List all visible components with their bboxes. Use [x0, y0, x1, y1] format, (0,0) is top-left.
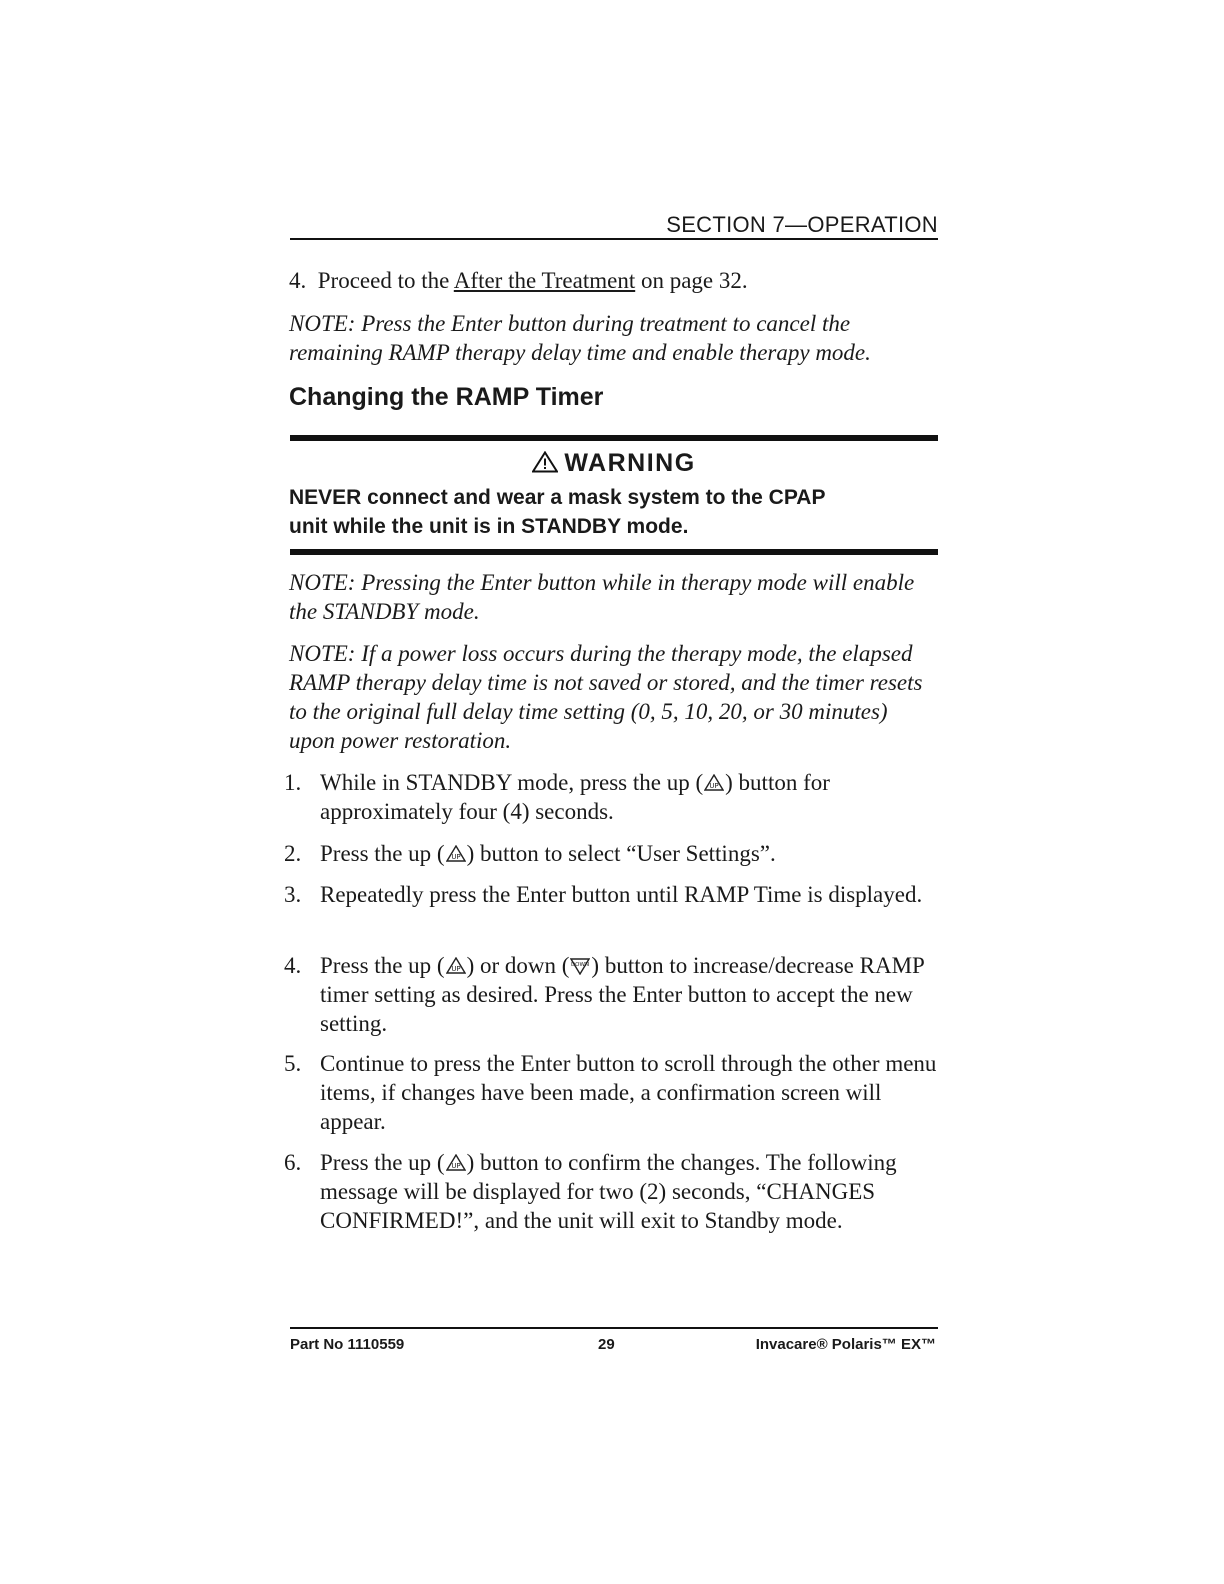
- intro-step-text-pre: Proceed to the: [317, 268, 454, 293]
- warning-title: [290, 449, 938, 478]
- section-heading: Changing the RAMP Timer: [289, 383, 604, 411]
- intro-step-text-post: on page 32.: [635, 268, 748, 293]
- svg-text:DOWN: DOWN: [571, 962, 590, 968]
- note-enter-cancel: NOTE: Press the Enter button during treatment to cancel the remaining RAMP therapy delay time and enable therapy mode.: [289, 311, 871, 365]
- step-number: 5.: [284, 1051, 302, 1076]
- step-text: Continue to press the Enter button to scroll through the other menu items, if changes have been made, a confirmation screen will appear.: [320, 1051, 937, 1134]
- footer-product-name: Invacare® Polaris™ EX™: [755, 1336, 936, 1353]
- svg-text:UP: UP: [450, 965, 461, 973]
- step-number: 6.: [284, 1150, 302, 1175]
- footer-rule: [290, 1327, 938, 1329]
- warning-body: [289, 483, 939, 541]
- step-number: 3.: [284, 882, 302, 907]
- intro-step-4: [289, 266, 939, 295]
- step-number: 4.: [284, 953, 302, 978]
- note-power-loss: NOTE: If a power loss occurs during the therapy mode, the elapsed RAMP therapy delay time is not saved or stored, and the timer resets to the original full delay time setting (0, 5, 10, 20, or 30 minutes) upon power restoration.: [289, 641, 923, 753]
- svg-text:UP: UP: [450, 853, 461, 861]
- step-1: [284, 768, 944, 826]
- step-4: [284, 951, 944, 1038]
- step-6: [284, 1148, 944, 1235]
- down-button-icon: [570, 957, 590, 975]
- warning-line-2: unit while the unit is in STANDBY mode.: [289, 515, 689, 538]
- svg-text:UP: UP: [709, 782, 719, 790]
- up-button-icon: [704, 774, 724, 792]
- up-button-icon: [446, 957, 466, 975]
- footer-page-number: 29: [598, 1336, 615, 1353]
- step-text: Press the up (: [320, 841, 445, 866]
- up-button-icon: [446, 845, 466, 863]
- step-text: Press the up (: [320, 953, 445, 978]
- warning-title-text: WARNING: [564, 449, 696, 477]
- after-treatment-link[interactable]: After the Treatment: [453, 268, 636, 293]
- up-button-icon: [446, 1154, 466, 1172]
- header-rule: [290, 238, 938, 240]
- step-text: While in STANDBY mode, press the up (: [320, 770, 704, 795]
- step-text: ) button to confirm the changes. The following message will be displayed for two (2) seconds, “CHANGES CONFIRMED!”, and the unit will exit to Standby mode.: [320, 1150, 897, 1233]
- intro-step-number: 4.: [289, 268, 307, 293]
- step-text: ) button for approximately four (4) seconds.: [320, 770, 830, 824]
- step-text: Repeatedly press the Enter button until RAMP Time is displayed.: [320, 882, 923, 907]
- svg-text:UP: UP: [450, 1162, 461, 1170]
- note-standby: NOTE: Pressing the Enter button while in therapy mode will enable the STANDBY mode.: [289, 570, 915, 624]
- warning-line-1: NEVER connect and wear a mask system to the CPAP: [289, 486, 826, 509]
- step-text: ) button to select “User Settings”.: [466, 841, 776, 866]
- step-number: 1.: [284, 770, 302, 795]
- warning-bottom-bar: [290, 549, 938, 555]
- step-5: [284, 1049, 944, 1136]
- step-number: 2.: [284, 841, 302, 866]
- step-text: ) button to increase/decrease RAMP timer setting as desired. Press the Enter button to accept the new setting.: [320, 953, 924, 1036]
- step-3: [284, 880, 944, 909]
- step-text: ) or down (: [466, 953, 570, 978]
- step-text: Press the up (: [320, 1150, 445, 1175]
- warning-triangle-icon: [532, 451, 558, 473]
- footer-part-number: Part No 1110559: [290, 1336, 405, 1353]
- step-2: [284, 839, 944, 868]
- warning-top-bar: [290, 435, 938, 441]
- section-header: SECTION 7—OPERATION: [666, 212, 938, 237]
